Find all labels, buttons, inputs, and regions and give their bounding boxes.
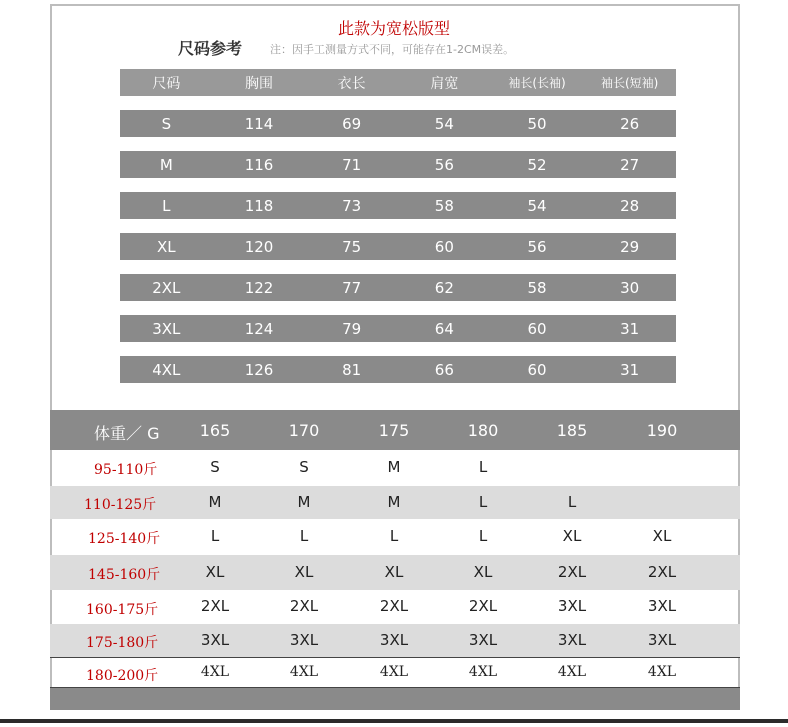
size-cell: S — [161, 114, 172, 133]
size-cell: 77 — [342, 278, 362, 297]
size-cell: 30 — [620, 278, 640, 297]
size-cell: M — [297, 493, 311, 511]
size-cell: 50 — [527, 114, 547, 133]
size-cell: 79 — [342, 319, 362, 338]
size-cell: 71 — [342, 155, 362, 174]
size-cell: 73 — [342, 196, 362, 215]
height-header: 185 — [556, 421, 588, 440]
height-header: 175 — [378, 421, 410, 440]
size-cell: 3XL — [468, 631, 498, 649]
size-cell: 2XL — [647, 563, 677, 581]
size-cell: L — [567, 493, 577, 511]
size-cell: L — [162, 196, 171, 215]
weight-row — [50, 486, 740, 519]
size-cell: 27 — [620, 155, 640, 174]
size-cell: 60 — [527, 360, 547, 379]
size-cell: 69 — [342, 114, 362, 133]
size-cell: XL — [652, 527, 672, 545]
size-cell: L — [299, 527, 309, 545]
bottom-border — [0, 712, 788, 727]
size-cell: XL — [473, 563, 493, 581]
size-cell: XL — [384, 563, 404, 581]
column-header: 袖长(长袖) — [508, 76, 566, 90]
size-cell: 3XL — [289, 631, 319, 649]
size-cell: 66 — [434, 360, 454, 379]
size-cell: 4XL — [468, 664, 498, 680]
size-cell: 54 — [527, 196, 547, 215]
weight-label: 145-160斤 — [88, 567, 161, 583]
size-chart-title: 尺码参考 — [178, 39, 243, 58]
weight-label: 175-180斤 — [86, 635, 159, 651]
size-cell: 58 — [527, 278, 547, 297]
column-header: 袖长(短袖) — [601, 76, 659, 90]
weight-row — [50, 590, 740, 624]
weight-label: 125-140斤 — [88, 531, 161, 547]
height-header: 165 — [199, 421, 231, 440]
height-header: 190 — [646, 421, 678, 440]
size-cell: L — [478, 527, 488, 545]
size-cell: 81 — [342, 360, 362, 379]
size-cell: L — [478, 493, 488, 511]
size-cell: L — [210, 527, 220, 545]
corner-label: 体重／ G — [94, 424, 160, 443]
size-row — [120, 192, 676, 219]
size-cell: 3XL — [200, 631, 230, 649]
size-cell: L — [478, 458, 488, 476]
height-header: 170 — [288, 421, 320, 440]
weight-row — [50, 657, 740, 688]
size-cell: 4XL — [152, 360, 181, 379]
measurement-note: 注：因手工测量方式不同，可能存在1-2CM误差。 — [270, 43, 515, 56]
column-header: 肩宽 — [430, 75, 459, 92]
size-cell: XL — [562, 527, 582, 545]
size-cell: 29 — [620, 237, 640, 256]
weight-label: 95-110斤 — [94, 462, 158, 478]
weight-row — [50, 555, 740, 590]
size-cell: S — [299, 458, 309, 476]
size-cell: 4XL — [379, 664, 409, 680]
weight-row — [50, 450, 740, 486]
size-cell: 60 — [434, 237, 454, 256]
size-cell: L — [389, 527, 399, 545]
weight-table-footer — [50, 688, 740, 710]
size-cell: M — [387, 458, 401, 476]
size-cell: S — [210, 458, 220, 476]
size-cell: 3XL — [647, 597, 677, 615]
size-cell: M — [208, 493, 222, 511]
size-cell: 56 — [434, 155, 454, 174]
size-cell: 4XL — [557, 664, 587, 680]
size-cell: 126 — [244, 360, 274, 379]
size-cell: 2XL — [200, 597, 230, 615]
size-cell: 31 — [620, 360, 640, 379]
size-row — [120, 151, 676, 178]
size-cell: 116 — [244, 155, 274, 174]
size-cell: 3XL — [557, 631, 587, 649]
size-row — [120, 110, 676, 137]
size-cell: 31 — [620, 319, 640, 338]
size-cell: 26 — [620, 114, 640, 133]
size-cell: 3XL — [379, 631, 409, 649]
size-cell: 56 — [527, 237, 547, 256]
weight-row — [50, 519, 740, 555]
size-cell: 2XL — [289, 597, 319, 615]
size-cell: 62 — [434, 278, 454, 297]
size-cell: 2XL — [152, 278, 181, 297]
size-cell: 120 — [244, 237, 274, 256]
column-header: 胸围 — [245, 75, 273, 92]
size-row — [120, 233, 676, 260]
size-cell: XL — [157, 237, 176, 256]
height-header: 180 — [467, 421, 499, 440]
size-row — [120, 274, 676, 301]
size-cell: 3XL — [647, 631, 677, 649]
size-cell: 122 — [244, 278, 274, 297]
size-cell: 4XL — [289, 664, 319, 680]
weight-label: 180-200斤 — [86, 668, 159, 684]
size-cell: 114 — [244, 114, 274, 133]
size-cell: 4XL — [200, 664, 230, 680]
size-cell: 3XL — [557, 597, 587, 615]
weight-label: 160-175斤 — [86, 602, 159, 618]
weight-row — [50, 624, 740, 657]
weight-label: 110-125斤 — [84, 497, 157, 513]
size-cell: 52 — [527, 155, 547, 174]
column-header: 衣长 — [337, 75, 366, 92]
size-cell: 2XL — [557, 563, 587, 581]
size-cell: M — [387, 493, 401, 511]
size-cell: M — [159, 155, 173, 174]
size-cell: 54 — [434, 114, 454, 133]
weight-table-header — [50, 410, 740, 450]
size-cell: 28 — [620, 196, 640, 215]
size-row — [120, 356, 676, 383]
size-cell: 124 — [244, 319, 274, 338]
size-cell: 64 — [434, 319, 454, 338]
fit-note: 此款为宽松版型 — [338, 19, 451, 38]
size-cell: 58 — [434, 196, 454, 215]
column-header: 尺码 — [152, 75, 181, 92]
size-cell: 4XL — [647, 664, 677, 680]
size-cell: XL — [294, 563, 314, 581]
size-cell: 3XL — [152, 319, 181, 338]
size-cell: 118 — [244, 196, 274, 215]
size-table-header — [120, 69, 676, 96]
size-cell: 2XL — [468, 597, 498, 615]
size-cell: 60 — [527, 319, 547, 338]
size-cell: 75 — [342, 237, 362, 256]
size-cell: XL — [205, 563, 225, 581]
size-row — [120, 315, 676, 342]
size-cell: 2XL — [379, 597, 409, 615]
